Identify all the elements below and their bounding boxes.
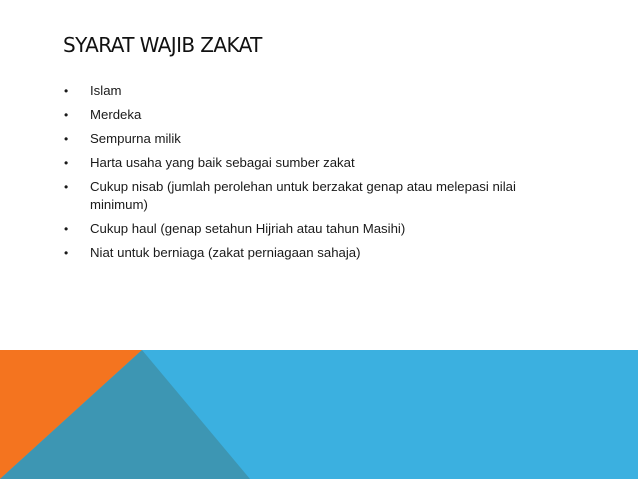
list-item-text: Islam xyxy=(90,83,122,98)
bullet-icon: • xyxy=(64,222,69,236)
list-item xyxy=(64,154,564,172)
bullet-icon: • xyxy=(64,132,69,146)
bullet-icon: • xyxy=(64,108,69,122)
list-item xyxy=(64,106,564,124)
bullet-list xyxy=(64,82,564,268)
slide-title: SYARAT WAJIB ZAKAT xyxy=(63,33,262,57)
bullet-icon: • xyxy=(64,156,69,170)
list-item xyxy=(64,220,564,238)
list-item xyxy=(64,82,564,100)
bullet-icon: • xyxy=(64,180,69,194)
list-item xyxy=(64,244,564,262)
list-item-text: Sempurna milik xyxy=(90,131,181,146)
footer-band xyxy=(0,350,638,479)
bullet-icon: • xyxy=(64,246,69,260)
list-item-text: Niat untuk berniaga (zakat perniagaan sahaja) xyxy=(90,245,361,260)
list-item-text: Harta usaha yang baik sebagai sumber zakat xyxy=(90,155,355,170)
list-item xyxy=(64,178,564,214)
list-item-text: Cukup haul (genap setahun Hijriah atau tahun Masihi) xyxy=(90,221,406,236)
bullet-icon: • xyxy=(64,84,69,98)
footer-graphic xyxy=(0,350,638,479)
list-item-text: Merdeka xyxy=(90,107,142,122)
list-item-text: Cukup nisab (jumlah perolehan untuk berzakat genap atau melepasi nilai minimum) xyxy=(90,179,516,212)
list-item xyxy=(64,130,564,148)
